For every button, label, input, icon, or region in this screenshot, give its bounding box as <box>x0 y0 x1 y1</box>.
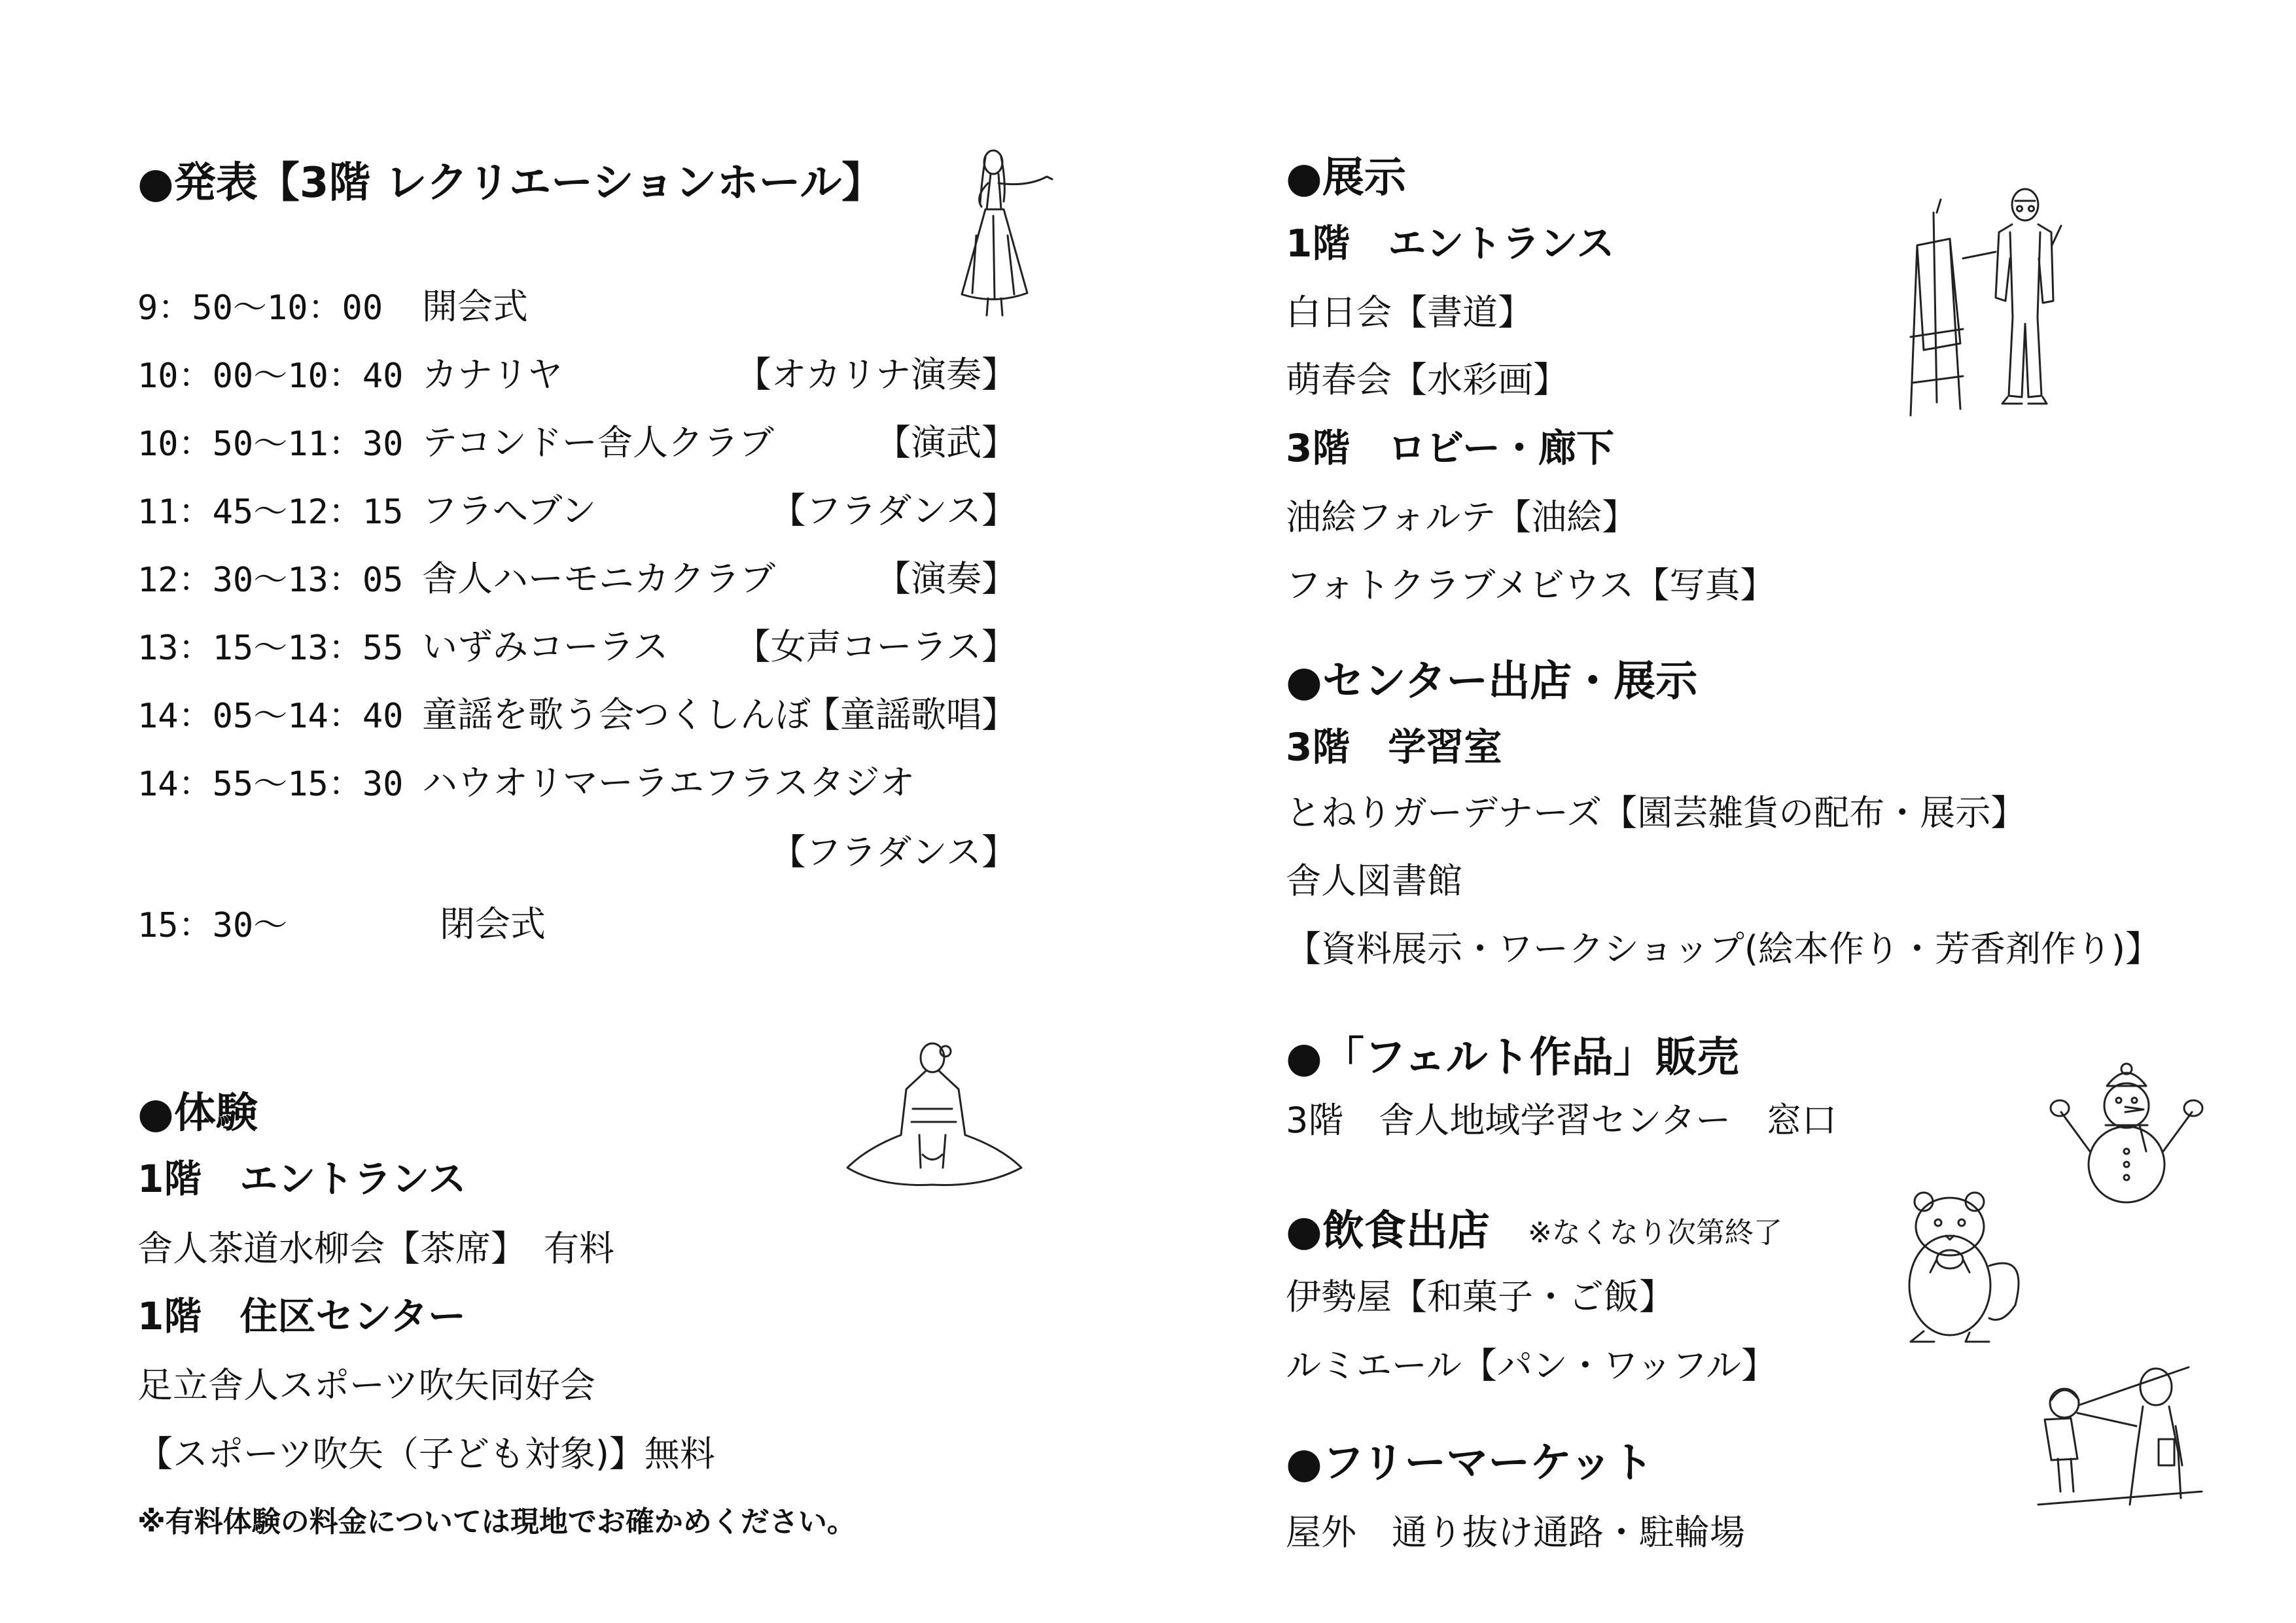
experience-location-2: 1階 住区センター <box>137 1294 467 1338</box>
exhibition-heading: ●展示 <box>1286 154 1406 202</box>
experience-heading: ●体験 <box>137 1089 258 1138</box>
hula-dancer-icon <box>936 144 1067 321</box>
center-item: 舎人図書館 <box>1286 860 1462 901</box>
exhibition-item: 白日会【書道】 <box>1286 292 1533 333</box>
experience-tea-line: 舎人茶道水柳会【茶席】 有料 <box>137 1228 614 1269</box>
painter-easel-icon <box>1898 186 2068 422</box>
schedule-time: 12：30～13：05 <box>137 561 404 600</box>
schedule-name: 童謡を歌う会つくしんぼ <box>422 694 811 735</box>
experience-fukiya-club: 足立舎人スポーツ吹矢同好会 <box>137 1365 595 1406</box>
center-shop-heading: ●センター出店・展示 <box>1286 657 1698 706</box>
schedule-time: 10：50～11：30 <box>137 425 404 464</box>
felt-sale-heading: ●「フェルト作品」販売 <box>1286 1034 1739 1082</box>
schedule-name: テコンドー舎人クラブ <box>422 422 774 463</box>
felt-sale-location: 3階 舎人地域学習センター 窓口 <box>1286 1100 1837 1141</box>
experience-location-1: 1階 エントランス <box>137 1157 467 1201</box>
center-location: 3階 学習室 <box>1286 725 1502 769</box>
schedule-tag: 【フラダンス】 <box>770 490 1017 531</box>
schedule-tag: 【演奏】 <box>875 558 1017 599</box>
snowman-icon <box>2048 1060 2212 1210</box>
schedule-time: 13：15～13：55 <box>137 629 404 668</box>
food-note: ※なくなり次第終了 <box>1528 1216 1782 1249</box>
schedule-tag: 【オカリナ演奏】 <box>735 354 1017 395</box>
schedule-name: 開会式 <box>422 286 528 327</box>
food-heading: ●飲食出店 <box>1286 1207 1490 1255</box>
exhibition-item: フォトクラブメビウス【写真】 <box>1286 565 1776 606</box>
flea-market-heading: ●フリーマーケット <box>1286 1439 1654 1488</box>
food-item: ルミエール【パン・ワッフル】 <box>1286 1345 1777 1386</box>
schedule-time: 11：45～12：15 <box>137 493 404 532</box>
flea-market-location: 屋外 通り抜け通路・駐輪場 <box>1286 1512 1745 1553</box>
schedule-time: 10：00～10：40 <box>137 357 404 396</box>
schedule-time: 14：05～14：40 <box>137 697 404 736</box>
closing-time: 15：30～ <box>137 906 288 945</box>
blowgun-kids-icon <box>2038 1361 2205 1511</box>
schedule-time: 9：50～10：00 <box>137 288 383 328</box>
tea-ceremony-woman-icon <box>841 1037 1031 1200</box>
schedule-name: フラへブン <box>422 490 597 531</box>
closing-name: 閉会式 <box>440 903 546 945</box>
exhibition-item: 萌春会【水彩画】 <box>1286 359 1568 400</box>
exhibition-item: 油絵フォルテ【油絵】 <box>1286 497 1638 538</box>
schedule-name: 舎人ハーモニカクラブ <box>422 558 775 599</box>
schedule-tag: 【女声コーラス】 <box>735 626 1017 667</box>
schedule-tag: 【童謡歌唱】 <box>805 694 1017 735</box>
schedule-name: いずみコーラス <box>422 626 669 667</box>
center-item: とねりガーデナーズ【園芸雑貨の配布・展示】 <box>1286 792 2026 833</box>
food-item: 伊勢屋【和菓子・ご飯】 <box>1286 1276 1674 1318</box>
exhibition-location-1: 1階 エントランス <box>1286 221 1615 266</box>
center-item: 【資料展示・ワークショップ(絵本作り・芳香剤作り)】 <box>1286 928 2161 969</box>
schedule-time: 14：55～15：30 <box>137 765 404 804</box>
exhibition-location-2: 3階 ロビー・廊下 <box>1286 426 1615 470</box>
schedule-tag: 【フラダンス】 <box>770 831 1017 873</box>
experience-fee-note: ※有料体験の料金については現地でお確かめください。 <box>137 1505 856 1539</box>
schedule-tag: 【演武】 <box>875 422 1017 463</box>
performance-heading: ●発表【3階 レクリエーションホール】 <box>137 159 884 207</box>
hamster-icon <box>1898 1187 2028 1351</box>
schedule-name: カナリヤ <box>422 354 563 395</box>
experience-fukiya-line: 【スポーツ吹矢（子ども対象)】無料 <box>137 1433 715 1475</box>
schedule-name: ハウオリマーラエフラスタジオ <box>422 762 915 803</box>
